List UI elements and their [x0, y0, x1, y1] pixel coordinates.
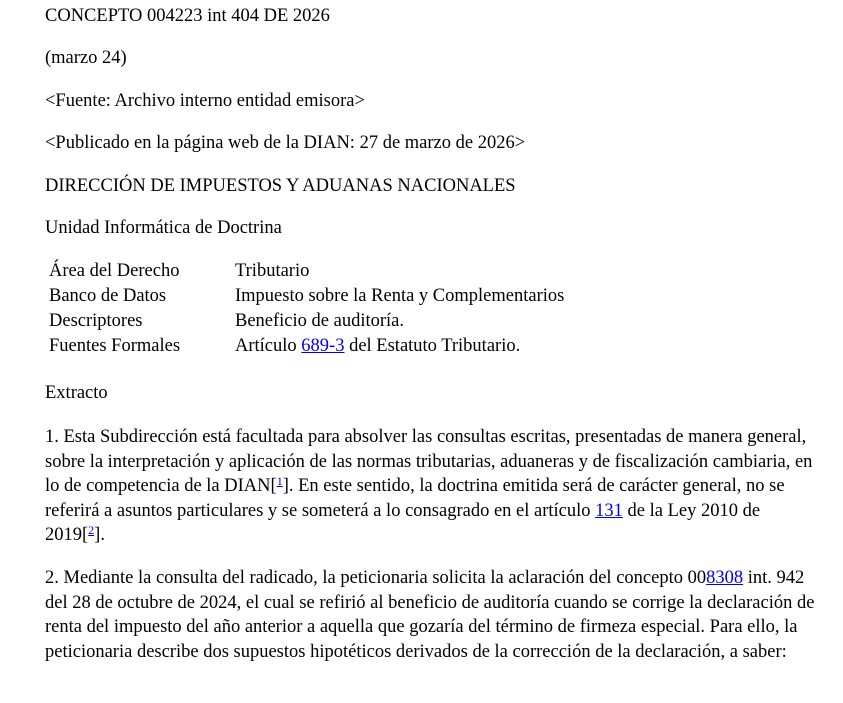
footnote-bracket: [ — [82, 525, 89, 545]
metadata-row — [49, 334, 564, 359]
metadata-value: Beneficio de auditoría. — [235, 311, 405, 331]
extracto-heading: Extracto — [45, 383, 108, 403]
paragraph-text: 1. Esta Subdirección está facultada para absolver las consultas escritas, presentadas de manera general, sobre la interpretación y aplicación de las normas tributarias, aduaneras y de fiscalización cambiaria, en lo de competencia de la DIAN — [45, 427, 813, 496]
metadata-row — [49, 259, 564, 284]
metadata-key: Fuentes Formales — [49, 336, 181, 356]
metadata-value — [235, 334, 564, 359]
paragraph-text: de la Ley 2010 de 2019 — [45, 500, 761, 545]
metadata-key: Descriptores — [49, 311, 143, 331]
metadata-value: Tributario — [235, 261, 310, 281]
metadata-table — [49, 259, 564, 359]
metadata-key: Área del Derecho — [49, 261, 180, 281]
value-prefix: Artículo — [235, 336, 302, 356]
footnote-bracket: ] — [282, 476, 289, 496]
paragraph-1 — [45, 425, 815, 548]
paragraph-text: . En este sentido, la doctrina emitida será de carácter general, no se referirá a asuntos particulares y se someterá a lo consagrado en el artículo — [45, 476, 785, 521]
metadata-row — [49, 309, 564, 334]
metadata-row — [49, 284, 564, 309]
footnote-1-link[interactable]: 1 — [276, 474, 283, 488]
metadata-value: Impuesto sobre la Renta y Complementarios — [235, 286, 565, 306]
issuing-unit: Unidad Informática de Doctrina — [45, 218, 282, 238]
metadata-key: Banco de Datos — [49, 286, 167, 306]
article-131-link[interactable]: 131 — [595, 500, 623, 521]
value-suffix: del Estatuto Tributario. — [344, 336, 521, 356]
footnote-bracket: ] — [94, 525, 101, 545]
paragraph-2 — [45, 566, 815, 664]
concepto-title: CONCEPTO 004223 int 404 DE 2026 — [45, 6, 330, 26]
paragraph-text: 2. Mediante la consulta del radicado, la peticionaria solicita la aclaración del concepto 00 — [45, 568, 707, 588]
footnote-bracket: [ — [270, 476, 277, 496]
article-689-3-link[interactable]: 689-3 — [301, 336, 345, 356]
concepto-8308-link[interactable]: 8308 — [706, 568, 744, 588]
footnote-2-link[interactable]: 2 — [88, 523, 95, 537]
publication-note: <Publicado en la página web de la DIAN: 27 de marzo de 2026> — [45, 133, 526, 153]
source-note: <Fuente: Archivo interno entidad emisora> — [45, 91, 365, 111]
paragraph-text: int. 942 del 28 de octubre de 2024, el cual se refirió al beneficio de auditoría cuando se corrige la declaración de renta del impuesto del año anterior a aquella que gozaría del término de firmeza especial. Para ello, la peticionaria describe dos supuestos hipotéticos derivados de la corrección de la declaración, a saber: — [45, 568, 815, 662]
issuing-entity: DIRECCIÓN DE IMPUESTOS Y ADUANAS NACIONALES — [45, 176, 516, 196]
concepto-date: (marzo 24) — [45, 48, 127, 68]
paragraph-text: . — [100, 525, 105, 545]
